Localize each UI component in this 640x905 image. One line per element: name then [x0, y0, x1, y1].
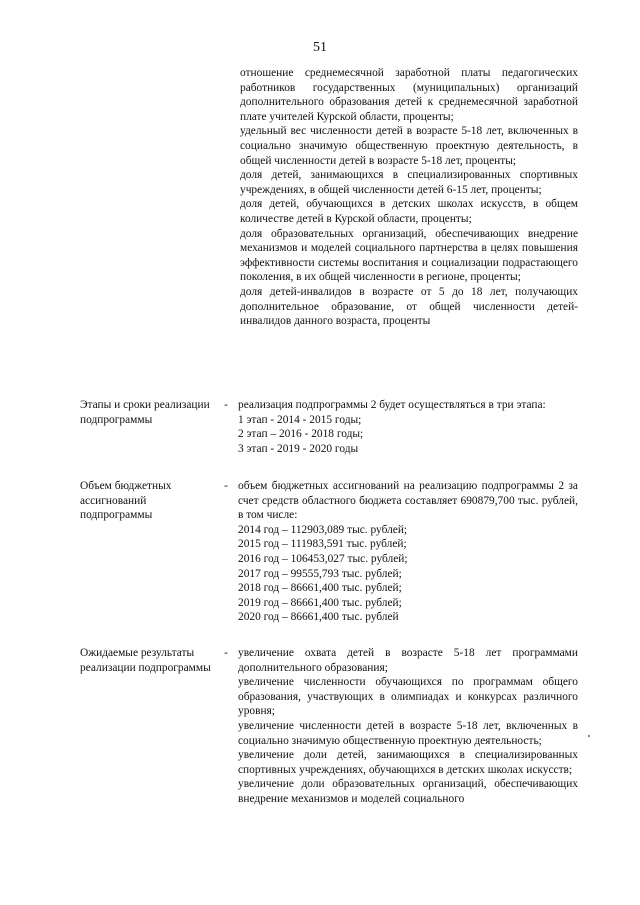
- result-item: увеличение доли детей, занимающихся в специализированных спортивных учреждениях, обучающихся в детских школах искусств;: [238, 749, 578, 776]
- budget-year: 2020 год – 86661,400 тыс. рублей: [238, 611, 399, 624]
- stage-item: 2 этап – 2016 - 2018 годы;: [238, 428, 364, 441]
- indicator-item: удельный вес численности детей в возрасте 5-18 лет, включенных в социально значимую общественную проектную деятельность, в общей численности детей в возрасте 5-18 лет, проценты;: [240, 125, 578, 167]
- stages-content: [238, 398, 578, 456]
- stage-item: 3 этап - 2019 - 2020 годы: [238, 442, 359, 455]
- indicator-item: доля образовательных организаций, обеспечивающих внедрение механизмов и моделей социального партнерства в целях повышения эффективности системы воспитания и социализации подрастающего поколения, в их общей численности в регионе, проценты;: [240, 227, 578, 284]
- indicator-item: доля детей-инвалидов в возрасте от 5 до 18 лет, получающих дополнительное образование, от общей численности детей-инвалидов данного возраста, проценты: [240, 285, 578, 328]
- page-number: 51: [313, 40, 327, 55]
- results-content: [238, 646, 578, 807]
- budget-year: 2014 год – 112903,089 тыс. рублей;: [238, 523, 408, 536]
- indicator-item: доля детей, занимающихся в специализированных спортивных учреждениях, в общей численности детей 6-15 лет, проценты;: [240, 169, 578, 196]
- budget-label: Объем бюджетных ассигнований подпрограммы: [80, 480, 172, 522]
- budget-year: 2018 год – 86661,400 тыс. рублей;: [238, 582, 402, 595]
- budget-year: 2016 год – 106453,027 тыс. рублей;: [238, 552, 408, 565]
- result-item: увеличение доли образовательных организаций, обеспечивающих внедрение механизмов и моделей социального: [238, 778, 578, 805]
- result-item: увеличение численности детей в возрасте 5-18 лет, включенных в социально значимую общественную проектную деятельность;: [238, 719, 578, 747]
- stage-item: 1 этап - 2014 - 2015 годы;: [238, 413, 362, 426]
- budget-year: 2017 год – 99555,793 тыс. рублей;: [238, 567, 402, 580]
- stages-dash: -: [224, 399, 228, 411]
- indicator-item: доля детей, обучающихся в детских школах искусств, в общем количестве детей в Курской области, проценты;: [240, 198, 578, 225]
- budget-year: 2015 год – 111983,591 тыс. рублей;: [238, 538, 407, 551]
- budget-content: [238, 479, 578, 625]
- indicator-item: отношение среднемесячной заработной платы педагогических работников государственных (муниципальных) организаций дополнительного образования детей к среднемесячной заработной плате учителей Курской области, проценты;: [240, 67, 578, 123]
- indicators-list: [240, 66, 578, 329]
- stages-section: [80, 398, 580, 478]
- result-item: увеличение охвата детей в возрасте 5-18 лет программами дополнительного образования;: [238, 647, 578, 674]
- stages-intro: реализация подпрограммы 2 будет осуществляться в три этапа:: [238, 399, 546, 411]
- scan-speck: [588, 735, 590, 737]
- budget-intro: объем бюджетных ассигнований на реализацию подпрограммы 2 за счет средств областного бюджета составляет 690879,700 тыс. рублей, в том числе:: [238, 480, 578, 522]
- results-dash: -: [224, 647, 228, 659]
- budget-section: [80, 479, 580, 629]
- results-section: [80, 646, 580, 871]
- budget-year: 2019 год – 86661,400 тыс. рублей;: [238, 596, 402, 609]
- budget-dash: -: [224, 480, 228, 492]
- results-label: Ожидаемые результаты реализации подпрограммы: [80, 647, 211, 674]
- result-item: увеличение численности обучающихся по программам общего образования, участвующих в олимпиадах и конкурсах различного уровня;: [238, 676, 578, 718]
- stages-label: Этапы и сроки реализации подпрограммы: [80, 399, 210, 426]
